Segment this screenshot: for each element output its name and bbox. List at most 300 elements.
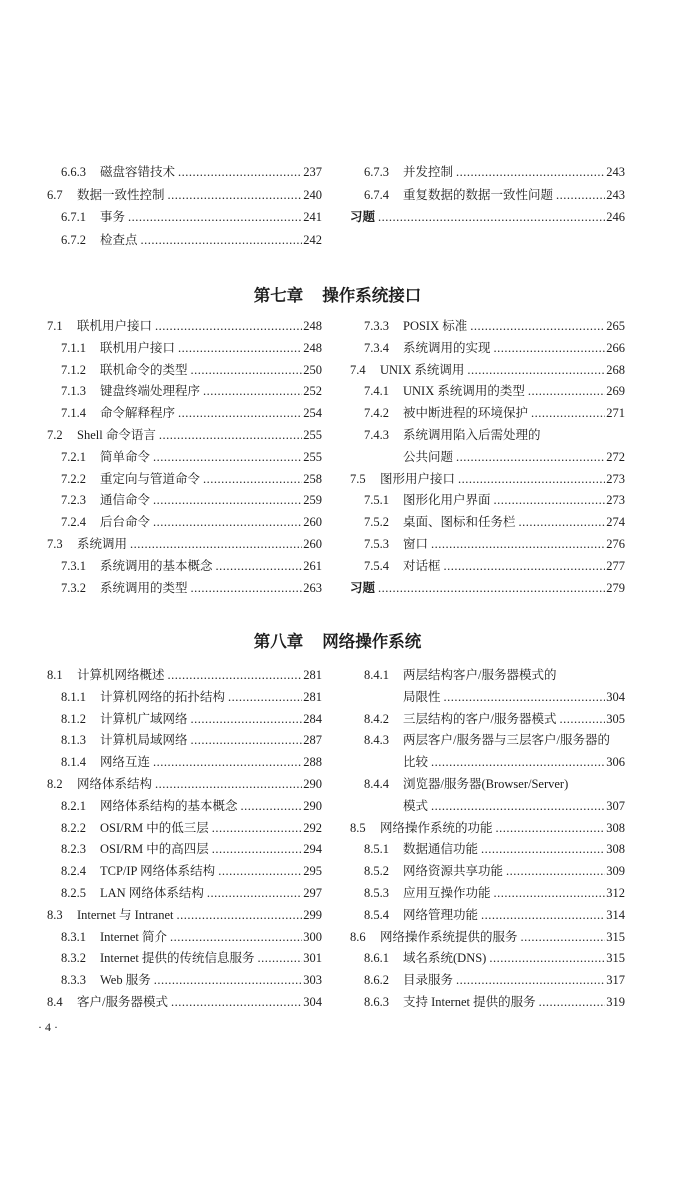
toc-entry xyxy=(350,556,625,578)
chapter-title: 网络操作系统 xyxy=(322,632,422,651)
entry-number: 8.4.2 xyxy=(364,711,389,726)
dot-leader xyxy=(444,556,606,578)
entry-page-number: 284 xyxy=(303,711,322,726)
chapter-heading xyxy=(0,285,675,307)
dot-leader xyxy=(141,229,303,252)
entry-title: 网络操作系统的功能 xyxy=(380,820,493,835)
dot-leader xyxy=(177,905,303,927)
entry-number: 8.6.1 xyxy=(364,951,389,966)
entry-title-continued: 局限性 xyxy=(403,689,441,704)
entry-number: 7.4 xyxy=(350,362,366,377)
entry-page-number: 237 xyxy=(303,165,322,179)
dot-leader xyxy=(378,206,605,229)
entry-page-number: 263 xyxy=(303,580,322,595)
dot-leader xyxy=(521,927,606,949)
dot-leader xyxy=(155,774,302,796)
entry-number: 8.1.3 xyxy=(61,733,86,748)
toc-entry xyxy=(47,161,322,184)
entry-number: 8.3.3 xyxy=(61,973,86,988)
entry-page-number: 308 xyxy=(606,842,625,857)
entry-number: 7.2.2 xyxy=(61,471,86,486)
dot-leader xyxy=(191,578,303,600)
entry-number: 7.5.3 xyxy=(364,536,389,551)
entry-page-number: 260 xyxy=(303,536,322,551)
entry-number: 7.4.2 xyxy=(364,406,389,421)
entry-page-number: 300 xyxy=(303,929,322,944)
entry-title: 系统调用的类型 xyxy=(100,580,188,595)
dot-leader xyxy=(218,861,302,883)
dot-leader xyxy=(431,752,605,774)
dot-leader xyxy=(203,469,302,491)
dot-leader xyxy=(481,905,605,927)
toc-entry xyxy=(47,948,322,970)
entry-title: 系统调用 xyxy=(77,536,128,551)
entry-number: 7.5.2 xyxy=(364,515,389,530)
entry-number: 8.3 xyxy=(47,907,63,922)
toc-entry xyxy=(350,534,625,556)
dot-leader xyxy=(159,425,302,447)
entry-title: 图形用户接口 xyxy=(380,471,456,486)
entry-number: 7.2.4 xyxy=(61,515,86,530)
entry-page-number: 317 xyxy=(606,973,625,988)
entry-title: 两层客户/服务器与三层客户/服务器的 xyxy=(403,733,610,748)
toc-entry xyxy=(350,184,625,207)
toc-entry xyxy=(350,425,625,447)
toc-entry xyxy=(350,992,625,1014)
entry-page-number: 319 xyxy=(606,994,625,1009)
entry-title: 计算机网络的拓扑结构 xyxy=(100,689,226,704)
entry-title: 被中断进程的环境保护 xyxy=(403,406,529,421)
entry-number: 7.1.4 xyxy=(61,406,86,421)
dot-leader xyxy=(155,316,302,338)
toc-entry xyxy=(350,490,625,512)
dot-leader xyxy=(258,948,303,970)
entry-number: 8.2.1 xyxy=(61,798,86,813)
entry-title: 网络体系结构 xyxy=(77,776,153,791)
dot-leader xyxy=(539,992,606,1014)
entry-title: 客户/服务器模式 xyxy=(77,994,168,1009)
entry-number: 8.1.4 xyxy=(61,755,86,770)
toc-entry xyxy=(47,665,322,687)
entry-page-number: 304 xyxy=(606,689,625,704)
dot-leader xyxy=(171,992,302,1014)
dot-leader xyxy=(458,469,605,491)
dot-leader xyxy=(203,381,302,403)
dot-leader xyxy=(496,818,606,840)
toc-entry xyxy=(47,970,322,992)
entry-title: 系统调用陷入后需处理的 xyxy=(403,427,541,442)
entry-page-number: 307 xyxy=(606,798,625,813)
entry-number: 8.5.1 xyxy=(364,842,389,857)
entry-title: 计算机广域网络 xyxy=(100,711,188,726)
toc-entry xyxy=(47,927,322,949)
dot-leader xyxy=(559,709,605,731)
entry-number: 8.6.3 xyxy=(364,994,389,1009)
toc-entry xyxy=(47,316,322,338)
dot-leader xyxy=(228,687,302,709)
entry-page-number: 281 xyxy=(303,689,322,704)
entry-title: 联机命令的类型 xyxy=(100,362,188,377)
toc-entry xyxy=(350,381,625,403)
entry-title: 联机用户接口 xyxy=(100,340,176,355)
toc-entry-exercises xyxy=(350,578,625,600)
entry-title: 重定向与管道命令 xyxy=(100,471,201,486)
entry-title: UNIX 系统调用的类型 xyxy=(403,384,525,399)
dot-leader xyxy=(153,490,302,512)
toc-entry xyxy=(350,970,625,992)
entry-number: 8.6 xyxy=(350,929,366,944)
toc-column-left xyxy=(47,161,322,252)
toc-entry xyxy=(47,556,322,578)
toc-entry xyxy=(350,818,625,840)
entry-title: TCP/IP 网络体系结构 xyxy=(100,864,216,879)
entry-page-number: 274 xyxy=(606,515,625,530)
entry-title: 网络操作系统提供的服务 xyxy=(380,929,518,944)
entry-title: OSI/RM 中的高四层 xyxy=(100,842,209,857)
dot-leader xyxy=(528,381,605,403)
entry-title: 网络互连 xyxy=(100,755,151,770)
entry-number: 8.4.4 xyxy=(364,776,389,791)
chapter-title: 操作系统接口 xyxy=(322,286,422,305)
dot-leader xyxy=(216,556,303,578)
entry-page-number: 243 xyxy=(606,165,625,179)
dot-leader xyxy=(456,447,605,469)
toc-entry xyxy=(47,992,322,1014)
toc-entry xyxy=(350,927,625,949)
entry-number: 8.5.3 xyxy=(364,885,389,900)
toc-entry xyxy=(47,730,322,752)
entry-number: 7.3.2 xyxy=(61,580,86,595)
entry-page-number: 243 xyxy=(606,187,625,202)
entry-number: 7.3.4 xyxy=(364,340,389,355)
entry-title: 网络体系结构的基本概念 xyxy=(100,798,238,813)
entry-number: 6.7.2 xyxy=(61,233,86,248)
entry-page-number: 273 xyxy=(606,493,625,508)
toc-entry xyxy=(350,709,625,731)
toc-entry xyxy=(47,818,322,840)
entry-page-number: 260 xyxy=(303,515,322,530)
entry-number: 8.4.1 xyxy=(364,668,389,682)
toc-entry-continuation xyxy=(350,752,625,774)
entry-page-number: 301 xyxy=(303,951,322,966)
entry-page-number: 250 xyxy=(303,362,322,377)
dot-leader xyxy=(531,403,605,425)
toc-entry xyxy=(47,534,322,556)
chapter-heading xyxy=(0,631,675,653)
entry-number: 8.2 xyxy=(47,776,63,791)
entry-title: Web 服务 xyxy=(100,973,151,988)
entry-title: 事务 xyxy=(100,210,126,225)
entry-page-number: 295 xyxy=(303,864,322,879)
toc-column-right xyxy=(350,665,625,1014)
toc-entry xyxy=(47,752,322,774)
entry-title: Internet 简介 xyxy=(100,929,167,944)
entry-page-number: 297 xyxy=(303,885,322,900)
dot-leader xyxy=(494,883,606,905)
entry-page-number: 258 xyxy=(303,471,322,486)
entry-title: 两层结构客户/服务器模式的 xyxy=(403,668,557,682)
toc-entry xyxy=(47,469,322,491)
dot-leader xyxy=(212,818,303,840)
entry-number: 7.3.1 xyxy=(61,558,86,573)
toc-entry xyxy=(47,578,322,600)
entry-number: 7.5 xyxy=(350,471,366,486)
entry-number: 7.2 xyxy=(47,427,63,442)
toc-entry xyxy=(350,839,625,861)
entry-title: 三层结构的客户/服务器模式 xyxy=(403,711,557,726)
toc-entry xyxy=(47,774,322,796)
toc-entry xyxy=(47,796,322,818)
toc-entry xyxy=(47,425,322,447)
toc-entry xyxy=(47,338,322,360)
entry-number: 8.5.4 xyxy=(364,907,389,922)
entry-number: 7.3.3 xyxy=(364,319,389,333)
dot-leader xyxy=(154,970,303,992)
dot-leader xyxy=(494,490,606,512)
entry-title-continued: 公共问题 xyxy=(403,449,454,464)
entry-title: 桌面、图标和任务栏 xyxy=(403,515,516,530)
entry-number: 7.1.1 xyxy=(61,340,86,355)
entry-title: 域名系统(DNS) xyxy=(403,951,487,966)
dot-leader xyxy=(506,861,605,883)
entry-page-number: 255 xyxy=(303,427,322,442)
entry-number: 7.5.4 xyxy=(364,558,389,573)
chapter-number: 第七章 xyxy=(253,286,304,305)
dot-leader xyxy=(153,512,302,534)
dot-leader xyxy=(212,839,303,861)
entry-page-number: 273 xyxy=(606,471,625,486)
entry-title: 系统调用的基本概念 xyxy=(100,558,213,573)
entry-title: 联机用户接口 xyxy=(77,319,153,333)
entry-title: LAN 网络体系结构 xyxy=(100,885,204,900)
toc-entry xyxy=(47,687,322,709)
entry-page-number: 272 xyxy=(606,449,625,464)
dot-leader xyxy=(494,338,606,360)
toc-entry xyxy=(47,839,322,861)
entry-title: 网络资源共享功能 xyxy=(403,864,504,879)
entry-page-number: 248 xyxy=(303,340,322,355)
entry-title: 计算机局域网络 xyxy=(100,733,188,748)
toc-entry xyxy=(350,665,625,687)
entry-number: 8.3.1 xyxy=(61,929,86,944)
entry-title: UNIX 系统调用 xyxy=(380,362,465,377)
toc-entry xyxy=(47,709,322,731)
chapter-number: 第八章 xyxy=(253,632,304,651)
dot-leader xyxy=(431,796,605,818)
dot-leader xyxy=(456,970,605,992)
dot-leader xyxy=(168,665,303,687)
dot-leader xyxy=(481,839,605,861)
toc-entry xyxy=(350,469,625,491)
dot-leader xyxy=(467,360,605,382)
entry-number: 7.1.2 xyxy=(61,362,86,377)
entry-title: 浏览器/服务器(Browser/Server) xyxy=(403,776,569,791)
entry-page-number: 306 xyxy=(606,755,625,770)
toc-entry xyxy=(350,316,625,338)
entry-page-number: 241 xyxy=(303,210,322,225)
entry-page-number: 305 xyxy=(606,711,625,726)
entry-title: 窗口 xyxy=(403,536,429,551)
dot-leader xyxy=(130,534,302,556)
dot-leader xyxy=(519,512,606,534)
entry-title: 命令解释程序 xyxy=(100,406,176,421)
entry-number: 8.1 xyxy=(47,668,63,682)
toc-entry xyxy=(350,861,625,883)
dot-leader xyxy=(444,687,606,709)
toc-entry xyxy=(47,447,322,469)
entry-page-number: 261 xyxy=(303,558,322,573)
toc-entry xyxy=(350,774,625,796)
entry-number: 8.2.4 xyxy=(61,864,86,879)
toc-entry xyxy=(47,229,322,252)
entry-number: 7.4.1 xyxy=(364,384,389,399)
entry-page-number: 269 xyxy=(606,384,625,399)
dot-leader xyxy=(191,360,303,382)
entry-title-continued: 模式 xyxy=(403,798,429,813)
toc-entry xyxy=(47,403,322,425)
entry-number: 8.2.5 xyxy=(61,885,86,900)
dot-leader xyxy=(153,447,302,469)
entry-page-number: 281 xyxy=(303,668,322,682)
entry-page-number: 315 xyxy=(606,951,625,966)
toc-entry xyxy=(350,512,625,534)
entry-number: 8.4 xyxy=(47,994,63,1009)
toc-column-right xyxy=(350,316,625,599)
entry-page-number: 248 xyxy=(303,319,322,333)
toc-entry xyxy=(47,206,322,229)
entry-number: 7.2.1 xyxy=(61,449,86,464)
dot-leader xyxy=(153,752,302,774)
entry-title: 图形化用户界面 xyxy=(403,493,491,508)
entry-title: 后台命令 xyxy=(100,515,151,530)
page-number: · 4 · xyxy=(38,1020,58,1034)
toc-entry xyxy=(47,905,322,927)
entry-title: 键盘终端处理程序 xyxy=(100,384,201,399)
entry-page-number: 265 xyxy=(606,319,625,333)
entry-number: 7.1.3 xyxy=(61,384,86,399)
entry-title: 重复数据的数据一致性问题 xyxy=(403,187,554,202)
entry-page-number: 240 xyxy=(303,187,322,202)
toc-entry xyxy=(47,381,322,403)
dot-leader xyxy=(178,403,302,425)
entry-page-number: 288 xyxy=(303,755,322,770)
entry-number: 8.3.2 xyxy=(61,951,86,966)
entry-title: Shell 命令语言 xyxy=(77,427,156,442)
entry-page-number: 309 xyxy=(606,864,625,879)
dot-leader xyxy=(241,796,303,818)
toc-entry xyxy=(47,490,322,512)
toc-entry xyxy=(350,403,625,425)
toc-entry xyxy=(350,730,625,752)
entry-page-number: 277 xyxy=(606,558,625,573)
entry-number: 8.1.1 xyxy=(61,689,86,704)
dot-leader xyxy=(431,534,605,556)
entry-page-number: 271 xyxy=(606,406,625,421)
dot-leader xyxy=(489,948,605,970)
entry-number: 6.7 xyxy=(47,187,63,202)
dot-leader xyxy=(178,338,302,360)
entry-number: 6.7.4 xyxy=(364,187,389,202)
entry-title: POSIX 标准 xyxy=(403,319,468,333)
entry-title: 应用互操作功能 xyxy=(403,885,491,900)
toc-entry-continuation xyxy=(350,796,625,818)
entry-page-number: 255 xyxy=(303,449,322,464)
dot-leader xyxy=(470,316,605,338)
entry-page-number: 266 xyxy=(606,340,625,355)
entry-number: 8.4.3 xyxy=(364,733,389,748)
entry-title: 简单命令 xyxy=(100,449,151,464)
entry-title: 网络管理功能 xyxy=(403,907,479,922)
entry-page-number: 294 xyxy=(303,842,322,857)
toc-entry xyxy=(350,161,625,184)
dot-leader xyxy=(456,161,605,184)
entry-page-number: 259 xyxy=(303,493,322,508)
entry-page-number: 314 xyxy=(606,907,625,922)
entry-number: 7.5.1 xyxy=(364,493,389,508)
entry-page-number: 304 xyxy=(303,994,322,1009)
dot-leader xyxy=(378,578,605,600)
entry-page-number: 242 xyxy=(303,233,322,248)
entry-number: 8.1.2 xyxy=(61,711,86,726)
entry-title: 通信命令 xyxy=(100,493,151,508)
entry-page-number: 252 xyxy=(303,384,322,399)
toc-column-right xyxy=(350,161,625,229)
entry-page-number: 287 xyxy=(303,733,322,748)
entry-page-number: 279 xyxy=(606,580,625,595)
dot-leader xyxy=(191,730,303,752)
entry-number: 7.2.3 xyxy=(61,493,86,508)
toc-entry xyxy=(350,948,625,970)
entry-title: OSI/RM 中的低三层 xyxy=(100,820,209,835)
entry-title: 计算机网络概述 xyxy=(77,668,165,682)
toc-entry xyxy=(47,184,322,207)
entry-page-number: 303 xyxy=(303,973,322,988)
entry-number: 7.3 xyxy=(47,536,63,551)
entry-title-continued: 比较 xyxy=(403,755,429,770)
toc-entry xyxy=(47,883,322,905)
entry-title: 对话框 xyxy=(403,558,441,573)
entry-title: 数据通信功能 xyxy=(403,842,479,857)
entry-page-number: 299 xyxy=(303,907,322,922)
entry-title: 习题 xyxy=(350,580,376,595)
toc-entry-continuation xyxy=(350,447,625,469)
entry-title: Internet 提供的传统信息服务 xyxy=(100,951,255,966)
toc-entry xyxy=(47,512,322,534)
entry-page-number: 276 xyxy=(606,536,625,551)
entry-number: 8.5.2 xyxy=(364,864,389,879)
toc-entry-continuation xyxy=(350,687,625,709)
entry-number: 6.7.3 xyxy=(364,165,389,179)
toc-entry-exercises xyxy=(350,206,625,229)
entry-title: 检查点 xyxy=(100,233,138,248)
toc-entry xyxy=(47,360,322,382)
dot-leader xyxy=(191,709,303,731)
entry-page-number: 308 xyxy=(606,820,625,835)
dot-leader xyxy=(170,927,302,949)
entry-title: 习题 xyxy=(350,210,376,225)
entry-title: 数据一致性控制 xyxy=(77,187,165,202)
entry-page-number: 312 xyxy=(606,885,625,900)
dot-leader xyxy=(207,883,302,905)
entry-page-number: 290 xyxy=(303,798,322,813)
entry-page-number: 254 xyxy=(303,406,322,421)
entry-page-number: 315 xyxy=(606,929,625,944)
entry-title: 系统调用的实现 xyxy=(403,340,491,355)
entry-number: 6.7.1 xyxy=(61,210,86,225)
dot-leader xyxy=(128,206,302,229)
toc-entry xyxy=(350,905,625,927)
entry-number: 6.6.3 xyxy=(61,165,86,179)
